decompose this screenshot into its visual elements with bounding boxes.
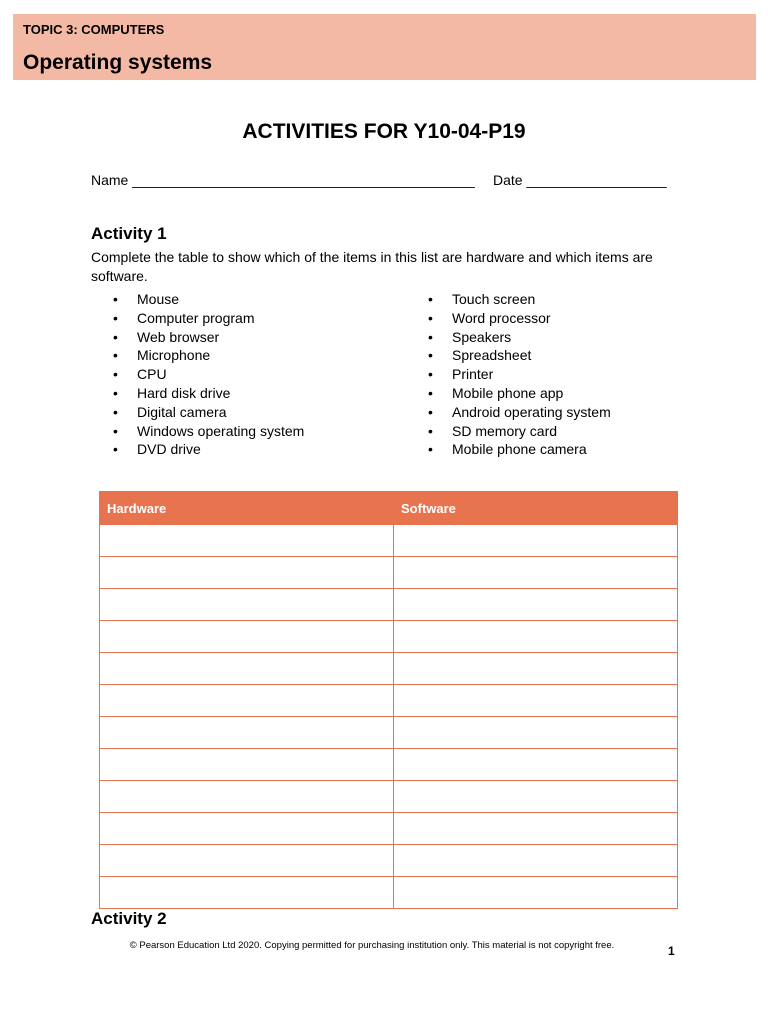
table-row (100, 749, 678, 781)
list-item: • Android operating system (428, 403, 611, 420)
table-row (100, 589, 678, 621)
date-field-line[interactable]: Date __________________ (493, 172, 667, 188)
item-list-left (113, 290, 304, 459)
table-row (100, 621, 678, 653)
list-item: • Web browser (113, 328, 220, 345)
header-banner (13, 14, 756, 80)
table-row (100, 653, 678, 685)
list-item: • Digital camera (113, 403, 227, 420)
hardware-cell[interactable] (100, 621, 394, 653)
hardware-cell[interactable] (100, 717, 394, 749)
list-item: • Printer (428, 366, 494, 383)
hardware-cell[interactable] (100, 813, 394, 845)
bullet-icon: • (113, 291, 118, 307)
bullet-icon: • (113, 328, 118, 345)
bullet-icon: • (428, 328, 433, 345)
hardware-cell[interactable] (100, 653, 394, 685)
bullet-icon: • (428, 403, 433, 420)
list-item: • Touch screen (428, 291, 536, 307)
software-cell[interactable] (394, 525, 678, 557)
list-item: • Mobile phone app (428, 384, 564, 401)
bullet-icon: • (113, 384, 118, 401)
software-cell[interactable] (394, 845, 678, 877)
bullet-icon: • (113, 347, 118, 364)
copyright-footer: © Pearson Education Ltd 2020. Copying permitted for purchasing institution only. This material is not copyright free. (129, 940, 615, 951)
list-item: • Windows operating system (113, 422, 305, 439)
bullet-icon: • (113, 422, 118, 439)
table-row (100, 845, 678, 877)
software-cell[interactable] (394, 653, 678, 685)
table-row (100, 877, 678, 909)
list-item: • Spreadsheet (428, 347, 532, 364)
hardware-cell[interactable] (100, 845, 394, 877)
software-cell[interactable] (394, 621, 678, 653)
hardware-cell[interactable] (100, 877, 394, 909)
hardware-column-header: Hardware (100, 492, 394, 525)
name-field-line[interactable]: Name ____________________________________________ (91, 172, 475, 188)
bullet-icon: • (113, 441, 118, 458)
topic-label: TOPIC 3: COMPUTERS (23, 22, 165, 37)
table-row (100, 525, 678, 557)
item-list-right (428, 290, 611, 459)
software-cell[interactable] (394, 877, 678, 909)
hardware-cell[interactable] (100, 749, 394, 781)
bullet-icon: • (428, 422, 433, 439)
table-row (100, 781, 678, 813)
software-cell[interactable] (394, 813, 678, 845)
page-number: 1 (668, 944, 675, 958)
list-item: • Speakers (428, 328, 512, 345)
table-row (100, 685, 678, 717)
hardware-cell[interactable] (100, 525, 394, 557)
hardware-cell[interactable] (100, 685, 394, 717)
software-cell[interactable] (394, 781, 678, 813)
activity-2-heading: Activity 2 (91, 909, 167, 928)
table-row (100, 813, 678, 845)
list-item: • CPU (113, 366, 167, 383)
hardware-cell[interactable] (100, 589, 394, 621)
table-header-row (100, 492, 678, 525)
software-cell[interactable] (394, 589, 678, 621)
list-item: • DVD drive (113, 441, 201, 458)
software-cell[interactable] (394, 557, 678, 589)
software-cell[interactable] (394, 685, 678, 717)
section-subtitle: Operating systems (23, 51, 213, 74)
list-item: • Hard disk drive (113, 384, 231, 401)
software-cell[interactable] (394, 717, 678, 749)
activity-1-instruction: Complete the table to show which of the items in this list are hardware and which items are software. (91, 249, 653, 284)
list-item: • Mobile phone camera (428, 441, 587, 458)
bullet-icon: • (113, 403, 118, 420)
bullet-icon: • (428, 366, 433, 383)
bullet-icon: • (428, 384, 433, 401)
page-title: ACTIVITIES FOR Y10-04-P19 (242, 120, 526, 143)
list-item: • Word processor (428, 309, 551, 326)
bullet-icon: • (428, 309, 433, 326)
hardware-cell[interactable] (100, 781, 394, 813)
hardware-cell[interactable] (100, 557, 394, 589)
bullet-icon: • (428, 441, 433, 458)
bullet-icon: • (428, 347, 433, 364)
table-row (100, 557, 678, 589)
software-cell[interactable] (394, 749, 678, 781)
list-item: • SD memory card (428, 422, 558, 439)
bullet-icon: • (113, 309, 118, 326)
bullet-icon: • (428, 291, 433, 307)
hardware-software-table (99, 491, 678, 909)
table-row (100, 717, 678, 749)
software-column-header: Software (394, 492, 678, 525)
list-item: • Microphone (113, 347, 211, 364)
activity-1-heading: Activity 1 (91, 224, 167, 243)
list-item: • Mouse (113, 291, 180, 307)
list-item: • Computer program (113, 309, 255, 326)
bullet-icon: • (113, 366, 118, 383)
